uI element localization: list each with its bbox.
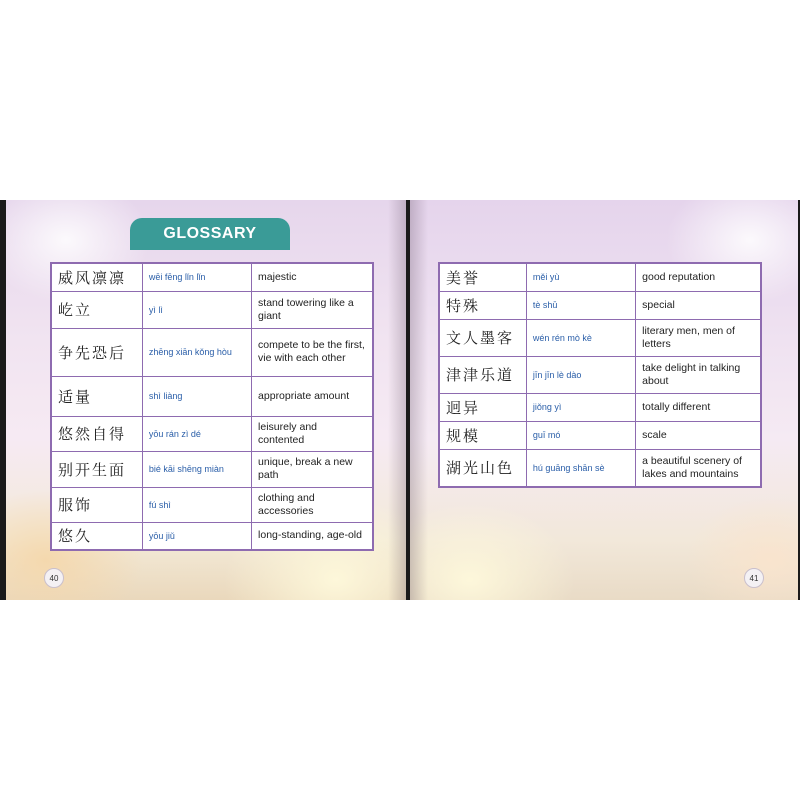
- table-row: [439, 356, 761, 393]
- glossary-table-left: [50, 262, 374, 551]
- table-row: [51, 291, 373, 328]
- table-row: [51, 416, 373, 451]
- english-meaning: literary men, men of letters: [636, 319, 761, 356]
- english-meaning: leisurely and contented: [252, 416, 373, 451]
- chinese-term: 适量: [51, 376, 142, 416]
- chinese-term: 别开生面: [51, 451, 142, 487]
- chinese-term: 津津乐道: [439, 356, 526, 393]
- pinyin: yōu jiǔ: [142, 522, 251, 550]
- chinese-term: 悠然自得: [51, 416, 142, 451]
- english-meaning: take delight in talking about: [636, 356, 761, 393]
- page-number-left: 40: [44, 568, 64, 588]
- chinese-term: 规模: [439, 421, 526, 449]
- pinyin: hú guāng shān sè: [526, 449, 635, 487]
- table-row: [51, 522, 373, 550]
- page-number-right: 41: [744, 568, 764, 588]
- english-meaning: compete to be the first, vie with each other: [252, 328, 373, 376]
- table-row: [439, 421, 761, 449]
- chinese-term: 美誉: [439, 263, 526, 291]
- table-row: [439, 449, 761, 487]
- chinese-term: 湖光山色: [439, 449, 526, 487]
- english-meaning: clothing and accessories: [252, 487, 373, 522]
- chinese-term: 争先恐后: [51, 328, 142, 376]
- pinyin: fú shì: [142, 487, 251, 522]
- table-row: [439, 263, 761, 291]
- english-meaning: special: [636, 291, 761, 319]
- english-meaning: unique, break a new path: [252, 451, 373, 487]
- table-row: [51, 376, 373, 416]
- right-page: [410, 200, 798, 600]
- english-meaning: stand towering like a giant: [252, 291, 373, 328]
- pinyin: wén rén mò kè: [526, 319, 635, 356]
- chinese-term: 威风凛凛: [51, 263, 142, 291]
- pinyin: měi yù: [526, 263, 635, 291]
- pinyin: yōu rán zì dé: [142, 416, 251, 451]
- glossary-banner: GLOSSARY: [130, 218, 290, 250]
- chinese-term: 屹立: [51, 291, 142, 328]
- chinese-term: 特殊: [439, 291, 526, 319]
- table-row: [51, 487, 373, 522]
- pinyin: wēi fēng lǐn lǐn: [142, 263, 251, 291]
- chinese-term: 迥异: [439, 393, 526, 421]
- left-page: [6, 200, 406, 600]
- chinese-term: 服饰: [51, 487, 142, 522]
- table-row: [51, 263, 373, 291]
- pinyin: bié kāi shēng miàn: [142, 451, 251, 487]
- english-meaning: long-standing, age-old: [252, 522, 373, 550]
- spine-shadow: [388, 200, 406, 600]
- pinyin: guī mó: [526, 421, 635, 449]
- glossary-table-right: [438, 262, 762, 488]
- chinese-term: 文人墨客: [439, 319, 526, 356]
- english-meaning: majestic: [252, 263, 373, 291]
- table-row: [51, 451, 373, 487]
- chinese-term: 悠久: [51, 522, 142, 550]
- pinyin: jiǒng yì: [526, 393, 635, 421]
- pinyin: shì liàng: [142, 376, 251, 416]
- pinyin: zhēng xiān kǒng hòu: [142, 328, 251, 376]
- table-row: [51, 328, 373, 376]
- english-meaning: scale: [636, 421, 761, 449]
- english-meaning: totally different: [636, 393, 761, 421]
- table-row: [439, 291, 761, 319]
- english-meaning: good reputation: [636, 263, 761, 291]
- pinyin: yì lì: [142, 291, 251, 328]
- table-row: [439, 319, 761, 356]
- pinyin: tè shū: [526, 291, 635, 319]
- pinyin: jīn jīn lè dào: [526, 356, 635, 393]
- english-meaning: appropriate amount: [252, 376, 373, 416]
- table-row: [439, 393, 761, 421]
- spine-shadow: [410, 200, 428, 600]
- english-meaning: a beautiful scenery of lakes and mountains: [636, 449, 761, 487]
- open-book: [0, 200, 800, 600]
